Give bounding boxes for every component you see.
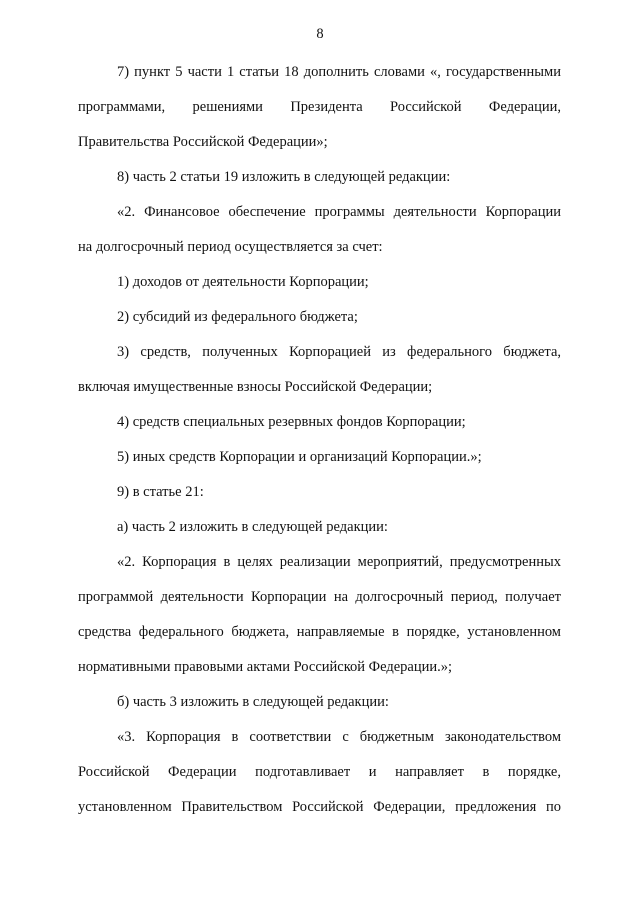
text-line: 5) иных средств Корпорации и организаций Корпорации.»;: [117, 449, 482, 465]
text-line: установленном Правительством Российской Федерации, предложения по: [78, 799, 561, 815]
text-line: «2. Корпорация в целях реализации мероприятий, предусмотренных: [117, 554, 561, 570]
text-line: «2. Финансовое обеспечение программы деятельности Корпорации: [117, 204, 561, 220]
text-line: включая имущественные взносы Российской Федерации;: [78, 379, 433, 395]
text-line: программами, решениями Президента Российской Федерации,: [78, 99, 561, 115]
text-line: б) часть 3 изложить в следующей редакции:: [117, 694, 389, 710]
text-line: «3. Корпорация в соответствии с бюджетным законодательством: [117, 729, 561, 745]
text-line: Правительства Российской Федерации»;: [78, 134, 328, 150]
text-line: 7) пункт 5 части 1 статьи 18 дополнить словами «, государственными: [117, 64, 561, 80]
text-line: 2) субсидий из федерального бюджета;: [117, 309, 358, 325]
text-line: на долгосрочный период осуществляется за счет:: [78, 239, 383, 255]
page-number: 8: [316, 26, 324, 42]
text-line: программой деятельности Корпорации на долгосрочный период, получает: [78, 589, 561, 605]
text-line: 3) средств, полученных Корпорацией из федерального бюджета,: [117, 344, 561, 360]
text-line: 4) средств специальных резервных фондов Корпорации;: [117, 414, 466, 430]
text-line: 8) часть 2 статьи 19 изложить в следующей редакции:: [117, 169, 451, 185]
text-line: 1) доходов от деятельности Корпорации;: [117, 274, 369, 290]
text-line: средства федерального бюджета, направляемые в порядке, установленном: [78, 624, 561, 640]
text-line: Российской Федерации подготавливает и направляет в порядке,: [78, 764, 561, 780]
text-line: а) часть 2 изложить в следующей редакции:: [117, 519, 388, 535]
text-line: 9) в статье 21:: [117, 484, 204, 500]
text-line: нормативными правовыми актами Российской Федерации.»;: [78, 659, 453, 675]
